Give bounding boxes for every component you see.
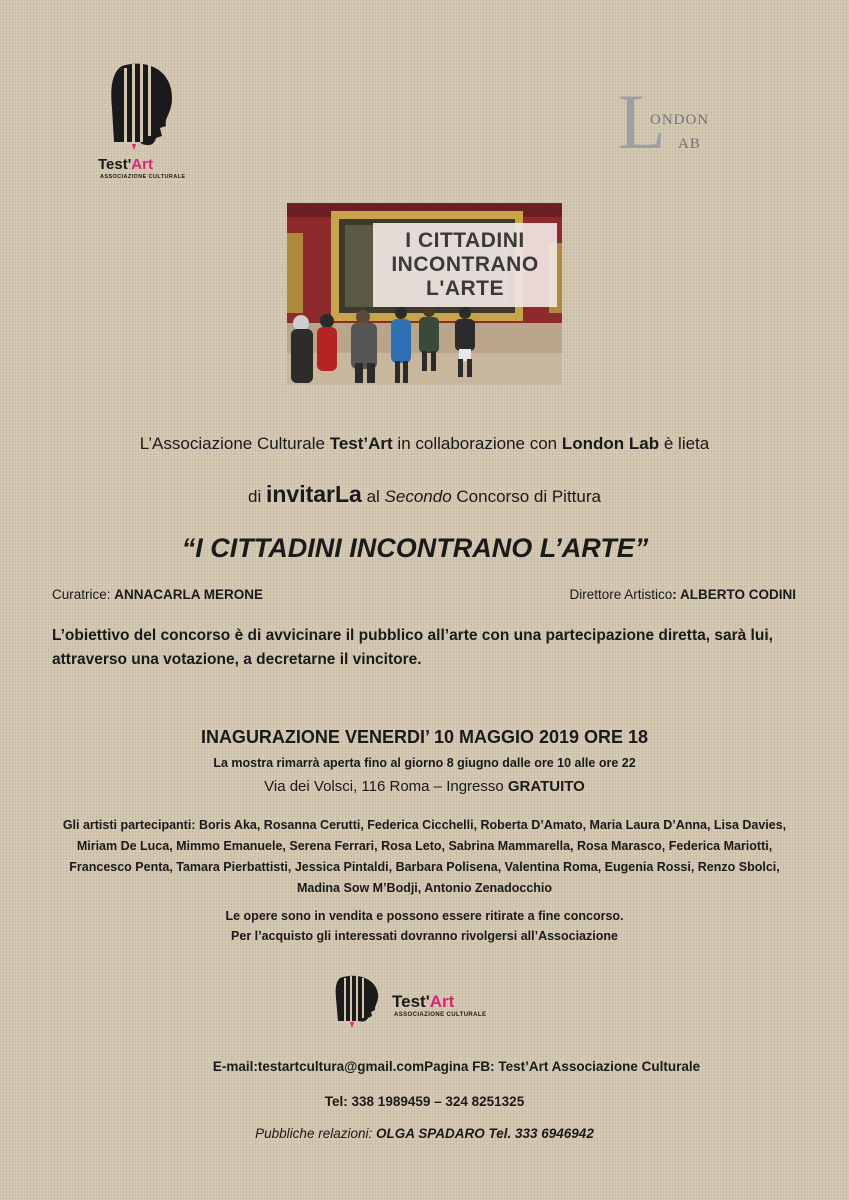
event-title: “I CITTADINI INCONTRANO L’ARTE”: [181, 533, 649, 563]
org-name: Test’Art: [329, 434, 393, 453]
contest-goal: L’obiettivo del concorso è di avvicinare il pubblico all’arte con una partecipazione diretta, sarà lui, attraverso una votazione, a decretarne il vincitore.: [52, 627, 773, 668]
testart-subtitle-bottom: ASSOCIAZIONE CULTURALE: [394, 1012, 487, 1018]
testart-logo-bottom: [326, 972, 506, 1032]
hero-banner-line1: I CITTADINI: [405, 229, 525, 252]
london-lab-logo: [612, 78, 722, 182]
head-silhouette-icon: [326, 972, 386, 1032]
sale-notice: Le opere sono in vendita e possono essere ritirate a fine concorso. Per l’acquisto gli interessati dovranno rivolgersi all’Associazione: [225, 909, 624, 943]
london-lab-top-word: ONDON: [650, 112, 710, 128]
public-relations: Pubbliche relazioni: OLGA SPADARO Tel. 333 6946942: [255, 1126, 594, 1141]
artists-list: Gli artisti partecipanti: Boris Aka, Rosanna Cerutti, Federica Cicchelli, Roberta D’Amato, Maria Laura D’Anna, Lisa Davies, Miriam De Luca, Mimmo Emanuele, Serena Ferrari, Rosa Leto, Sabrina Mammarella, Rosa Marasco, Federica Mariotti, Francesco Penta, Tamara Pierbattisti, Jessica Pintaldi, Barbara Polisena, Valentina Roma, Eugenia Rossi, Renzo Sbolci, Madina Sow M’Bodji, Antonio Zenadocchio: [62, 818, 787, 895]
hero-banner-line2: INCONTRANO: [391, 253, 539, 276]
opening-hours: La mostra rimarrà aperta fino al giorno 8 giugno dalle ore 10 alle ore 22: [213, 756, 636, 770]
testart-brand-text: Test'Art: [98, 156, 153, 173]
hero-banner: [373, 223, 557, 307]
hero-banner-line3: L'ARTE: [426, 277, 504, 300]
london-lab-bottom-word: AB: [678, 136, 701, 152]
venue-address: Via dei Volsci, 116 Roma – Ingresso GRATUITO: [264, 778, 585, 795]
testart-brand-text-bottom: Test'Art: [392, 992, 455, 1011]
artistic-director: Direttore Artistico: ALBERTO CODINI: [569, 587, 796, 602]
invite-emphasis: invitarLa: [265, 481, 362, 507]
hero-photo: [287, 203, 562, 385]
london-lab-letter: L: [618, 78, 666, 165]
intro-line: L’Associazione Culturale Test’Art in collaborazione con London Lab è lieta: [139, 434, 710, 453]
testart-logo-top: [92, 58, 187, 188]
testart-subtitle: ASSOCIAZIONE CULTURALE: [100, 174, 186, 180]
inauguration-date: INAGURAZIONE VENERDI’ 10 MAGGIO 2019 ORE 18: [200, 727, 649, 747]
contact-phone: Tel: 338 1989459 – 324 8251325: [324, 1094, 525, 1109]
contact-email: E-mail:testartcultura@gmail.comPagina FB: Test’Art Associazione Culturale: [212, 1059, 701, 1074]
invite-line: di invitarLa al Secondo Concorso di Pittura: [248, 481, 601, 507]
curator: Curatrice: ANNACARLA MERONE: [52, 587, 264, 602]
partner-name: London Lab: [561, 434, 660, 453]
